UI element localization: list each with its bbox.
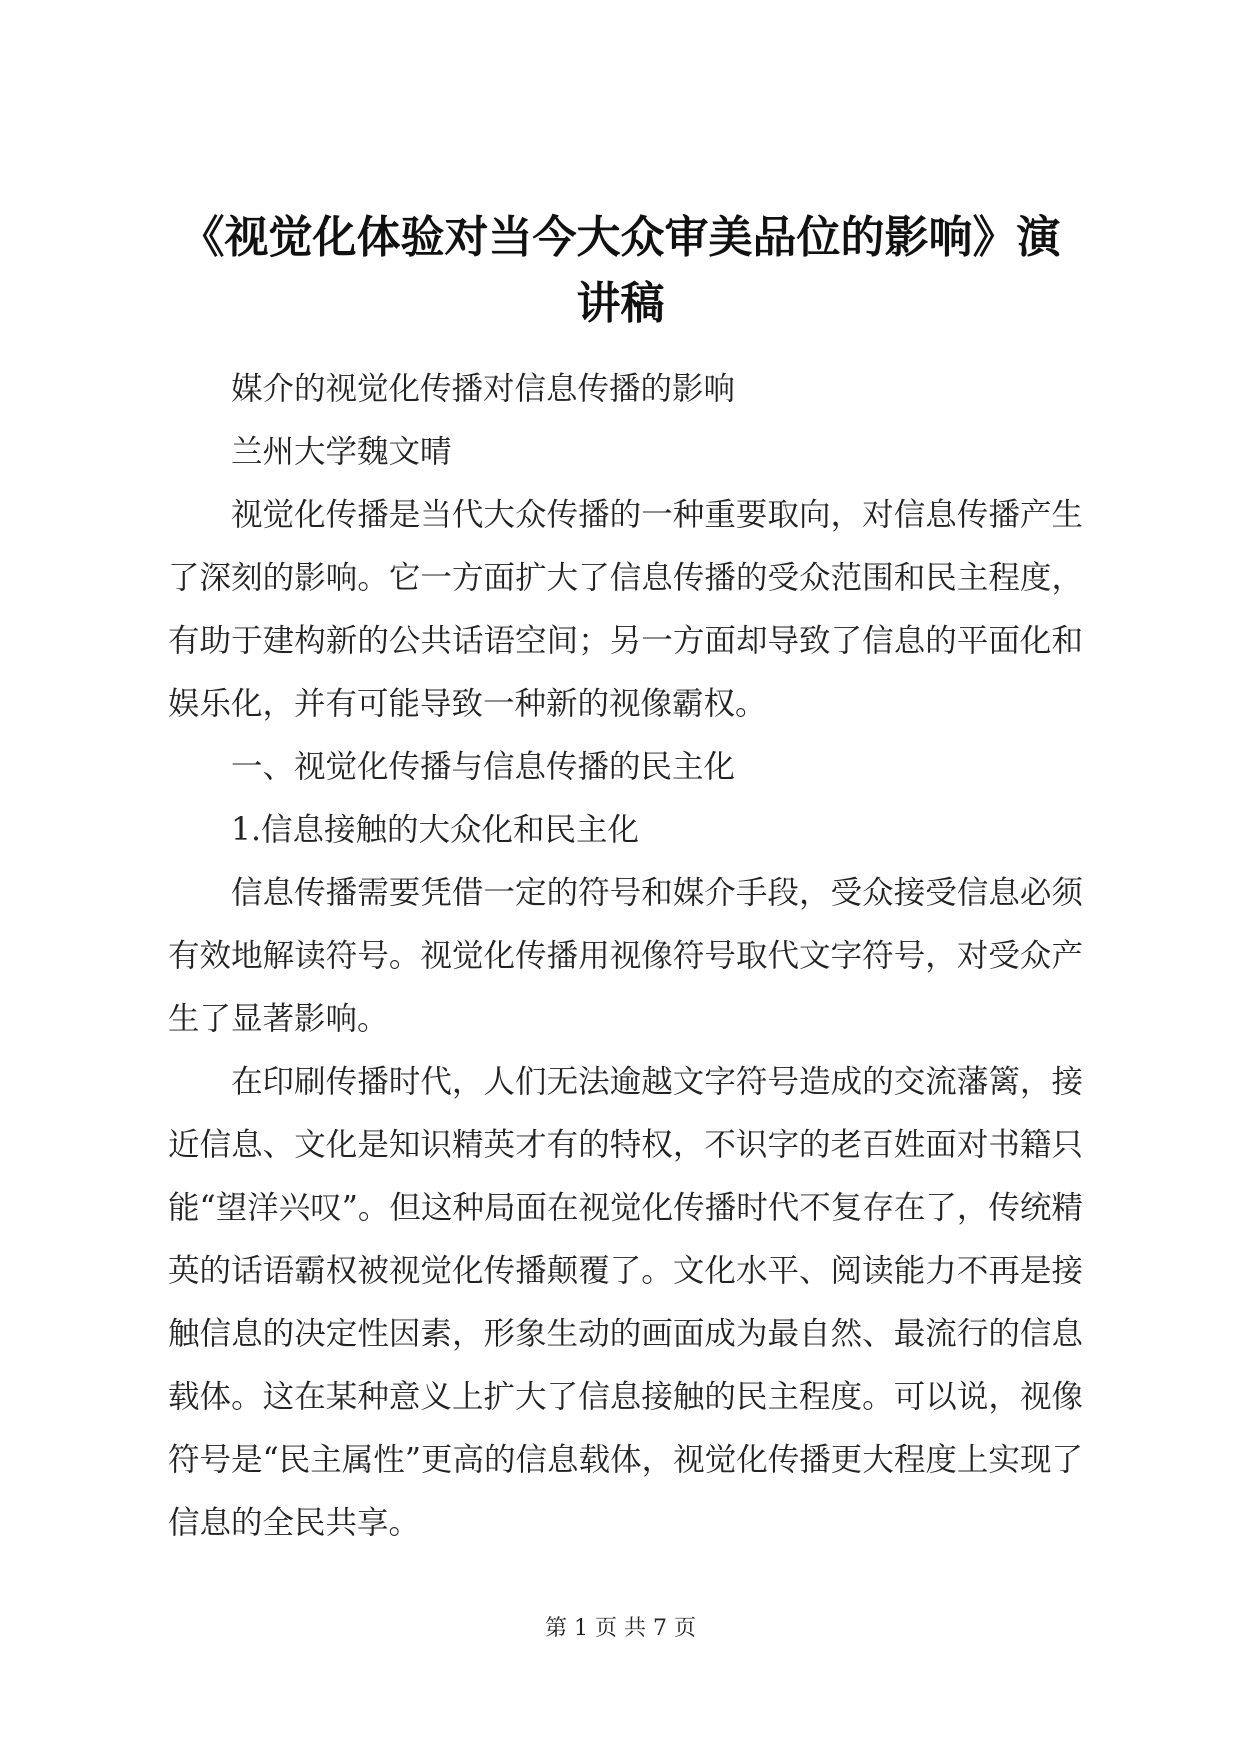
paragraph-author: 兰州大学魏文晴 <box>231 434 452 470</box>
paragraph-body: 信息传播需要凭借一定的符号和媒介手段，受众接受信息必须有效地解读符号。视觉化传播用视像符号取代文字符号，对受众产生了显著影响。 <box>168 875 1083 1037</box>
document-title: 《视觉化体验对当今大众审美品位的影响》演讲稿 <box>180 212 1061 329</box>
subsection-heading: 1.信息接触的大众化和民主化 <box>231 812 640 848</box>
paragraph-body: 在印刷传播时代，人们无法逾越文字符号造成的交流藩篱，接近信息、文化是知识精英才有的特权，不识字的老百姓面对书籍只能“望洋兴叹”。但这种局面在视觉化传播时代不复存在了，传统精英的话语霸权被视觉化传播颠覆了。文化水平、阅读能力不再是接触信息的决定性因素，形象生动的画面成为最自然、最流行的信息载体。这在某种意义上扩大了信息接触的民主程度。可以说，视像符号是“民主属性”更高的信息载体，视觉化传播更大程度上实现了信息的全民共享。 <box>168 1064 1083 1541</box>
paragraph-subtitle: 媒介的视觉化传播对信息传播的影响 <box>231 371 736 407</box>
section-heading: 一、视觉化传播与信息传播的民主化 <box>231 749 736 785</box>
paragraph-intro: 视觉化传播是当代大众传播的一种重要取向，对信息传播产生了深刻的影响。它一方面扩大了信息传播的受众范围和民主程度，有助于建构新的公共话语空间；另一方面却导致了信息的平面化和娱乐化，并有可能导致一种新的视像霸权。 <box>168 497 1083 722</box>
document-body <box>168 358 1083 1555</box>
page-footer: 第 1 页 共 7 页 <box>545 1616 696 1641</box>
